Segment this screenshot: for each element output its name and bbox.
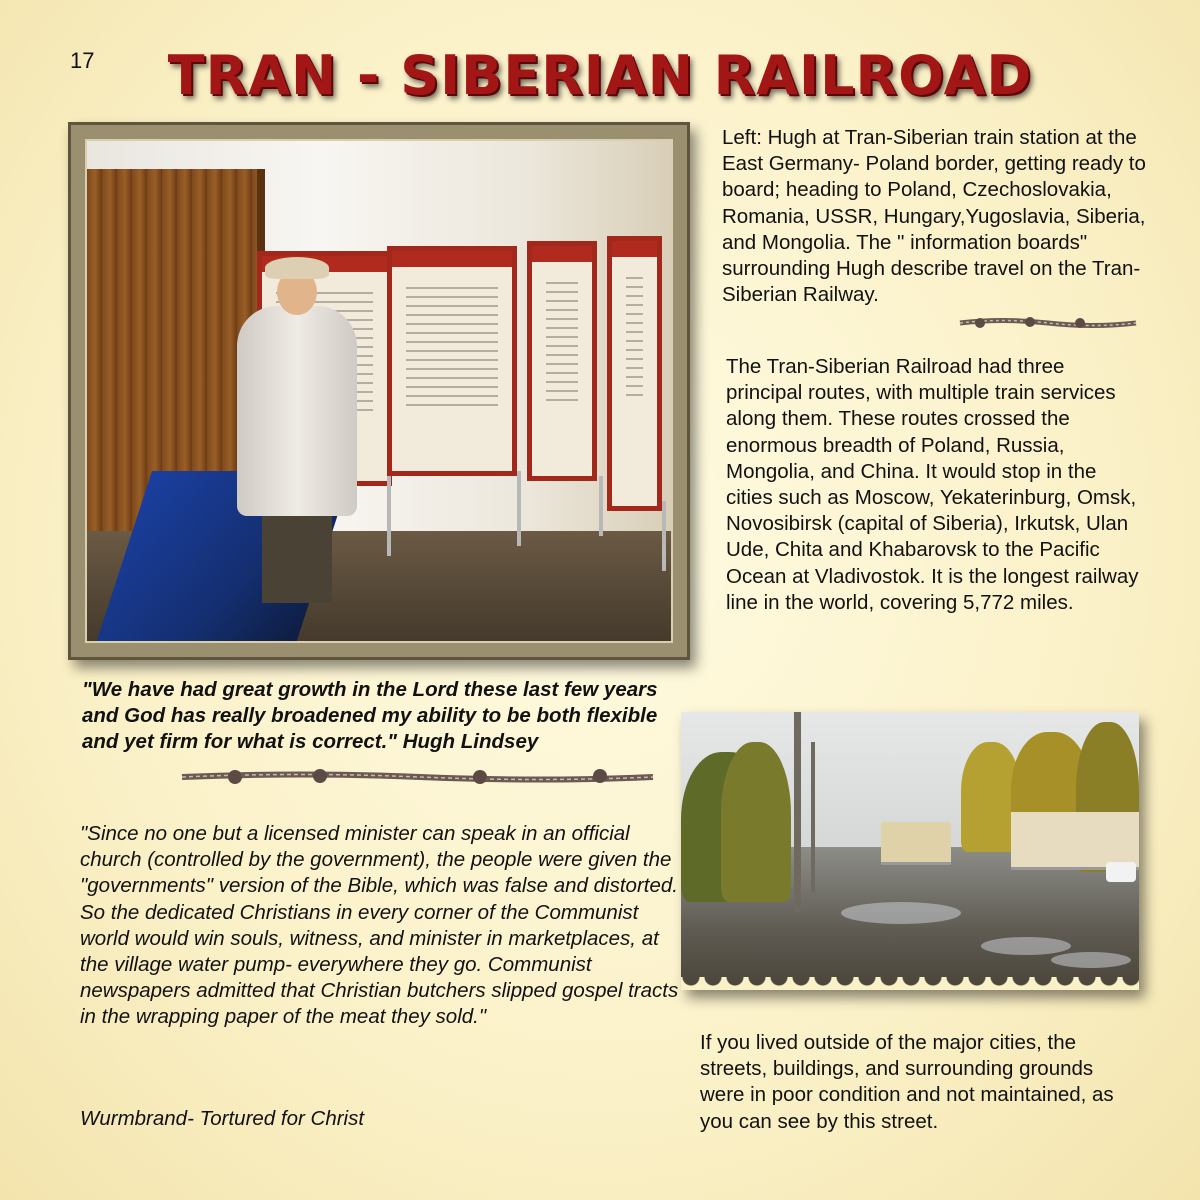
hugh-figure — [237, 306, 357, 516]
page-title: TRAN - SIBERIAN RAILROAD — [167, 44, 1033, 107]
info-board — [607, 236, 662, 511]
station-photo — [68, 122, 690, 660]
info-board — [527, 241, 597, 481]
street-photo — [681, 712, 1139, 990]
quote-attribution: Wurmbrand- Tortured for Christ — [80, 1107, 365, 1130]
quote-hugh: "We have had great growth in the Lord these last few years and God has really broadened my ability to be both flexible and yet firm for what is correct." Hugh Lindsey — [82, 678, 658, 754]
caption-street: If you lived outside of the major cities, the streets, buildings, and surrounding grounds were in poor condition and not maintained, as you can see by this street. — [700, 1031, 1114, 1133]
quote-wurmbrand: "Since no one but a licensed minister can speak in an official church (controlled by the government), the people were given the "governments" version of the Bible, which was false and distorted. So the dedicated Christians in every corner of the Communist world would win souls, witness, and minister in marketplaces, at the village water pump- everywhere they go. Communist newspapers admitted that Christian butchers slipped gospel tracts in the wrapping paper of the meat they sold." — [80, 822, 679, 1029]
caption-left-photo: Left: Hugh at Tran-Siberian train station at the East Germany- Poland border, getting ready to board; heading to Poland, Czechoslovakia, Romania, USSR, Hungary,Yugoslavia, Siberia, and Mongolia. The " information boards" surrounding Hugh describe travel on the Tran-Siberian Railway. — [722, 126, 1146, 307]
info-board — [387, 246, 517, 476]
rope-divider — [958, 316, 1138, 330]
page-number: 17 — [70, 48, 95, 73]
rope-divider — [180, 768, 655, 786]
caption-routes: The Tran-Siberian Railroad had three principal routes, with multiple train services along them. These routes crossed the enormous breadth of Poland, Russia, Mongolia, and China. It would stop in the cities such as Moscow, Yekaterinburg, Omsk, Novosibirsk (capital of Siberia), Irkutsk, Ulan Ude, Chita and Khabarovsk to the Pacific Ocean at Vladivostok. It is the longest railway line in the world, covering 5,772 miles. — [726, 355, 1139, 614]
